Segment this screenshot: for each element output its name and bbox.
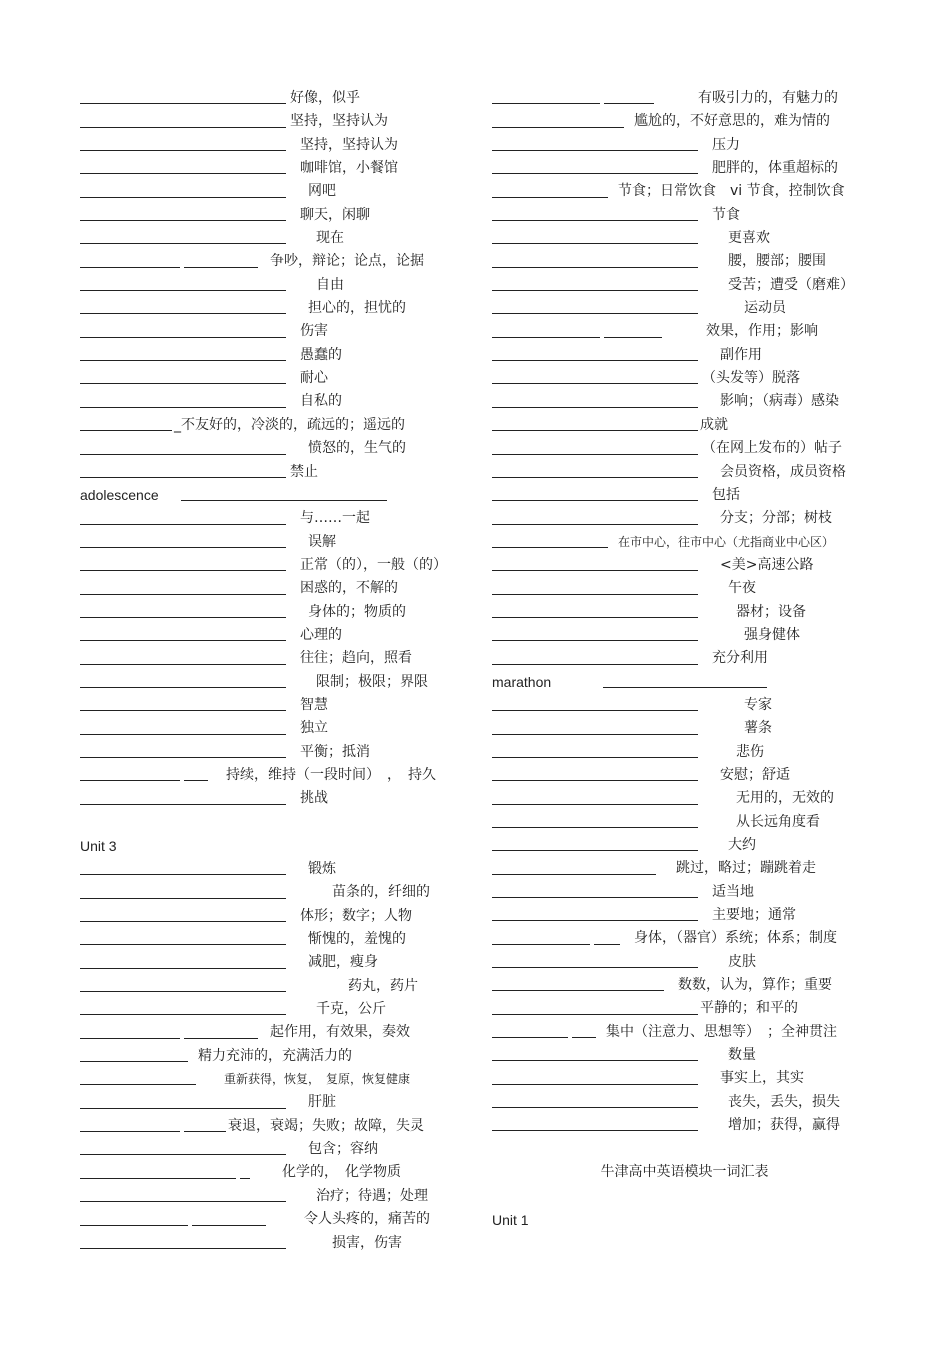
answer-blank[interactable] bbox=[80, 804, 286, 805]
vocab-row bbox=[492, 554, 877, 577]
definition: 安慰；舒适 bbox=[720, 766, 790, 783]
definition: _不友好的，冷淡的，疏远的；遥远的 bbox=[174, 416, 405, 433]
vocab-row bbox=[80, 881, 465, 904]
answer-blank[interactable] bbox=[492, 313, 698, 314]
answer-blank[interactable] bbox=[492, 430, 698, 431]
answer-blank[interactable] bbox=[492, 1130, 698, 1131]
answer-blank[interactable] bbox=[80, 313, 286, 314]
answer-blank[interactable] bbox=[80, 430, 172, 431]
vocab-row bbox=[492, 437, 877, 460]
answer-blank[interactable] bbox=[492, 967, 698, 968]
answer-blank[interactable] bbox=[192, 1225, 266, 1226]
vocab-row bbox=[80, 344, 465, 367]
vocab-row bbox=[80, 787, 465, 810]
answer-blank[interactable] bbox=[492, 1107, 698, 1108]
answer-blank[interactable] bbox=[492, 944, 590, 945]
vocab-row bbox=[492, 250, 877, 273]
definition: 身体，（器官）系统；体系；制度 bbox=[634, 930, 837, 947]
answer-blank[interactable] bbox=[80, 757, 286, 758]
definition: 效果，作用；影响 bbox=[706, 323, 818, 340]
answer-blank[interactable] bbox=[492, 640, 698, 641]
answer-blank[interactable] bbox=[492, 617, 698, 618]
definition: 身体的；物质的 bbox=[308, 603, 406, 620]
definition: 数量 bbox=[728, 1047, 756, 1064]
vocab-row bbox=[492, 834, 877, 857]
vocab-row bbox=[492, 227, 877, 250]
answer-blank[interactable] bbox=[492, 594, 698, 595]
definition: 有吸引力的，有魅力的 bbox=[698, 90, 838, 106]
answer-blank[interactable] bbox=[492, 197, 608, 198]
vocab-row bbox=[80, 531, 465, 554]
vocab-row bbox=[492, 974, 877, 997]
definition: 包含；容纳 bbox=[308, 1141, 378, 1158]
vocab-row bbox=[492, 741, 877, 764]
definition: 担心的，担忧的 bbox=[308, 300, 406, 317]
answer-blank[interactable] bbox=[80, 898, 286, 899]
answer-blank[interactable] bbox=[184, 1131, 226, 1132]
vocab-row bbox=[80, 951, 465, 974]
answer-blank[interactable] bbox=[184, 780, 208, 781]
answer-blank[interactable] bbox=[80, 290, 286, 291]
definition: 跳过，略过；蹦跳着走 bbox=[676, 860, 816, 877]
vocab-row bbox=[80, 1115, 465, 1138]
definition: 坚持，坚持认为 bbox=[300, 136, 398, 153]
answer-blank[interactable] bbox=[594, 944, 620, 945]
definition: 愤怒的，生气的 bbox=[308, 440, 406, 457]
vocab-row bbox=[80, 227, 465, 250]
answer-blank[interactable] bbox=[80, 360, 286, 361]
answer-blank[interactable] bbox=[80, 1225, 188, 1226]
definition: 压力 bbox=[712, 136, 740, 153]
definition: 大约 bbox=[728, 837, 756, 853]
definition: 节食；日常饮食 vi 节食，控制饮食 bbox=[618, 183, 845, 200]
answer-blank[interactable] bbox=[80, 243, 286, 244]
definition: 肥胖的，体重超标的 bbox=[712, 160, 838, 177]
answer-blank[interactable] bbox=[80, 968, 286, 969]
vocab-row bbox=[492, 764, 877, 787]
definition: 现在 bbox=[316, 230, 344, 247]
definition: 适当地 bbox=[712, 883, 754, 900]
definition: 自由 bbox=[316, 276, 344, 293]
vocab-row bbox=[492, 997, 877, 1020]
answer-blank[interactable] bbox=[492, 500, 698, 501]
vocab-row bbox=[492, 87, 877, 110]
answer-blank[interactable] bbox=[492, 990, 664, 991]
definition: 持续，维持（一段时间） ， 持久 bbox=[226, 766, 436, 783]
answer-blank[interactable] bbox=[492, 524, 698, 525]
answer-blank[interactable] bbox=[492, 173, 698, 174]
definition: 衰退，衰竭；失败；故障，失灵 bbox=[228, 1117, 424, 1134]
definition: （在网上发布的）帖子 bbox=[702, 440, 842, 457]
answer-blank[interactable] bbox=[80, 594, 286, 595]
definition: 丧失，丢失，损失 bbox=[728, 1093, 840, 1110]
definition: 与……一起 bbox=[300, 510, 370, 527]
definition: 数数，认为，算作；重要 bbox=[678, 977, 832, 994]
vocab-row bbox=[80, 110, 465, 133]
definition: 限制；极限；界限 bbox=[316, 673, 428, 690]
vocab-row bbox=[492, 1114, 877, 1137]
answer-blank[interactable] bbox=[80, 197, 286, 198]
answer-blank[interactable] bbox=[492, 780, 698, 781]
definition: 好像，似乎 bbox=[290, 90, 360, 106]
definition: 增加；获得，赢得 bbox=[728, 1117, 840, 1134]
vocab-row bbox=[492, 577, 877, 600]
definition: 误解 bbox=[308, 533, 336, 550]
vocab-row bbox=[80, 694, 465, 717]
vocab-row bbox=[80, 461, 465, 484]
definition: 坚持，坚持认为 bbox=[290, 113, 388, 130]
vocab-row bbox=[492, 414, 877, 437]
definition: 减肥，瘦身 bbox=[308, 954, 378, 971]
answer-blank[interactable] bbox=[492, 757, 698, 758]
answer-blank[interactable] bbox=[604, 103, 654, 104]
definition: 分支；分部；树枝 bbox=[720, 510, 832, 527]
answer-blank[interactable] bbox=[603, 687, 767, 688]
vocab-row bbox=[492, 507, 877, 530]
answer-blank[interactable] bbox=[492, 850, 698, 851]
definition: 苗条的，纤细的 bbox=[332, 884, 430, 901]
definition: 腰，腰部；腰围 bbox=[728, 253, 826, 270]
vocab-row bbox=[80, 975, 465, 998]
definition: 副作用 bbox=[720, 346, 762, 363]
right-column bbox=[492, 87, 877, 1232]
definition: 在市中心，往市中心（尤指商业中心区） bbox=[618, 534, 835, 549]
answer-blank[interactable] bbox=[80, 407, 286, 408]
definition: 午夜 bbox=[728, 580, 756, 597]
definition: 体形；数字；人物 bbox=[300, 907, 412, 924]
answer-blank[interactable] bbox=[80, 173, 286, 174]
answer-blank[interactable] bbox=[80, 991, 286, 992]
vocab-row bbox=[80, 204, 465, 227]
definition: 独立 bbox=[300, 720, 328, 737]
answer-blank[interactable] bbox=[80, 1248, 286, 1249]
answer-blank[interactable] bbox=[492, 1084, 698, 1085]
vocab-row bbox=[492, 647, 877, 670]
answer-blank[interactable] bbox=[80, 874, 286, 875]
answer-blank[interactable] bbox=[80, 640, 286, 641]
vocab-row bbox=[80, 928, 465, 951]
vocab-row bbox=[80, 414, 465, 437]
answer-blank[interactable] bbox=[492, 454, 698, 455]
definition: 锻炼 bbox=[308, 861, 336, 877]
answer-blank[interactable] bbox=[80, 710, 286, 711]
answer-blank[interactable] bbox=[492, 337, 600, 338]
definition: 药丸，药片 bbox=[348, 977, 418, 994]
left-column bbox=[80, 87, 465, 1255]
answer-blank[interactable] bbox=[80, 337, 286, 338]
answer-blank[interactable] bbox=[492, 150, 698, 151]
vocab-row bbox=[80, 1232, 465, 1255]
vocab-row bbox=[492, 274, 877, 297]
answer-blank[interactable] bbox=[492, 103, 600, 104]
answer-blank[interactable] bbox=[492, 874, 656, 875]
answer-blank[interactable] bbox=[80, 1061, 188, 1062]
answer-blank[interactable] bbox=[80, 687, 286, 688]
vocab-row bbox=[492, 624, 877, 647]
vocab-row bbox=[492, 904, 877, 927]
definition: 集中（注意力、思想等） ；全神贯注 bbox=[606, 1023, 837, 1040]
vocab-row bbox=[492, 787, 877, 810]
vocab-row bbox=[492, 390, 877, 413]
vocab-row bbox=[80, 297, 465, 320]
definition: 从长远角度看 bbox=[736, 813, 820, 830]
definition: 千克，公斤 bbox=[316, 1001, 386, 1018]
definition: 争吵，辩论；论点，论据 bbox=[270, 253, 424, 270]
definition: 肝脏 bbox=[308, 1094, 336, 1111]
definition: 皮肤 bbox=[728, 953, 756, 970]
definition: 智慧 bbox=[300, 696, 328, 713]
answer-blank[interactable] bbox=[492, 290, 698, 291]
answer-blank[interactable] bbox=[572, 1037, 596, 1038]
answer-blank[interactable] bbox=[492, 267, 698, 268]
vocab-row bbox=[80, 764, 465, 787]
definition: 事实上，其实 bbox=[720, 1070, 804, 1087]
vocab-row bbox=[492, 157, 877, 180]
answer-blank[interactable] bbox=[492, 360, 698, 361]
unit-heading: Unit 3 bbox=[80, 837, 117, 854]
definition: 运动员 bbox=[744, 300, 786, 317]
vocab-row bbox=[492, 927, 877, 950]
answer-blank[interactable] bbox=[492, 734, 698, 735]
definition: 精力充沛的，充满活力的 bbox=[198, 1047, 352, 1064]
vocab-row bbox=[80, 390, 465, 413]
answer-blank[interactable] bbox=[492, 243, 698, 244]
definition: 受苦；遭受（磨难） bbox=[728, 276, 854, 293]
definition: 往往；趋向，照看 bbox=[300, 650, 412, 667]
answer-blank[interactable] bbox=[492, 897, 698, 898]
answer-blank[interactable] bbox=[492, 827, 698, 828]
definition: 损害，伤害 bbox=[332, 1234, 402, 1251]
definition: 器材；设备 bbox=[736, 603, 806, 620]
unit-heading: Unit 1 bbox=[492, 1211, 529, 1228]
vocab-row bbox=[492, 671, 877, 694]
definition: 主要地；通常 bbox=[712, 907, 796, 924]
answer-blank[interactable] bbox=[80, 664, 286, 665]
vocab-row bbox=[492, 344, 877, 367]
answer-blank[interactable] bbox=[492, 920, 698, 921]
vocab-row bbox=[492, 297, 877, 320]
definition: 平静的；和平的 bbox=[700, 1000, 798, 1017]
answer-blank[interactable] bbox=[80, 1178, 236, 1179]
answer-blank[interactable] bbox=[80, 103, 286, 104]
definition: 自私的 bbox=[300, 393, 342, 410]
definition: 咖啡馆，小餐馆 bbox=[300, 160, 398, 177]
english-word: adolescence bbox=[80, 486, 159, 503]
answer-blank[interactable] bbox=[80, 220, 286, 221]
answer-blank[interactable] bbox=[80, 1038, 180, 1039]
vocab-row bbox=[492, 531, 877, 554]
definition: 强身健体 bbox=[744, 626, 800, 643]
answer-blank[interactable] bbox=[80, 1084, 196, 1085]
answer-blank[interactable] bbox=[492, 1014, 698, 1015]
answer-blank[interactable] bbox=[492, 220, 698, 221]
vocab-row bbox=[492, 1091, 877, 1114]
vocab-row bbox=[80, 1185, 465, 1208]
answer-blank[interactable] bbox=[80, 921, 286, 922]
definition: <美>高速公路 bbox=[720, 556, 814, 573]
vocab-row bbox=[80, 274, 465, 297]
answer-blank[interactable] bbox=[492, 407, 698, 408]
vocab-row bbox=[80, 717, 465, 740]
vocab-row bbox=[80, 998, 465, 1021]
definition: 成就 bbox=[700, 416, 728, 433]
vocab-row bbox=[80, 507, 465, 530]
vocab-row bbox=[80, 157, 465, 180]
vocab-row bbox=[80, 624, 465, 647]
answer-blank[interactable] bbox=[492, 804, 698, 805]
vocab-row bbox=[492, 1067, 877, 1090]
answer-blank[interactable] bbox=[80, 1131, 180, 1132]
answer-blank[interactable] bbox=[80, 383, 286, 384]
vocab-row bbox=[492, 1021, 877, 1044]
definition: 会员资格，成员资格 bbox=[720, 463, 846, 480]
definition: 薯条 bbox=[744, 720, 772, 737]
vocab-row bbox=[80, 87, 465, 110]
definition: 正常（的），一般（的） bbox=[300, 556, 447, 573]
vocab-row bbox=[80, 601, 465, 624]
vocab-row bbox=[492, 134, 877, 157]
vocab-row bbox=[80, 134, 465, 157]
vocab-row bbox=[80, 671, 465, 694]
vocab-row bbox=[492, 601, 877, 624]
answer-blank[interactable] bbox=[492, 664, 698, 665]
definition: 充分利用 bbox=[712, 650, 768, 667]
definition: 包括 bbox=[712, 486, 740, 503]
vocab-row bbox=[80, 858, 465, 881]
answer-blank[interactable] bbox=[80, 267, 180, 268]
vocab-row bbox=[492, 694, 877, 717]
answer-blank[interactable] bbox=[80, 1154, 286, 1155]
answer-blank[interactable] bbox=[80, 570, 286, 571]
definition: 化学的， 化学物质 bbox=[282, 1164, 401, 1181]
answer-blank[interactable] bbox=[80, 1014, 286, 1015]
vocab-row bbox=[80, 250, 465, 273]
vocab-row bbox=[80, 437, 465, 460]
definition: 耐心 bbox=[300, 370, 328, 387]
answer-blank[interactable] bbox=[492, 570, 698, 571]
definition: 重新获得，恢复， 复原，恢复健康 bbox=[224, 1072, 411, 1087]
answer-blank[interactable] bbox=[184, 1038, 258, 1039]
vocab-row bbox=[492, 811, 877, 834]
answer-blank[interactable] bbox=[80, 524, 286, 525]
definition: 困惑的，不解的 bbox=[300, 580, 398, 597]
answer-blank[interactable] bbox=[492, 710, 698, 711]
answer-blank[interactable] bbox=[80, 780, 180, 781]
definition: 平衡；抵消 bbox=[300, 743, 370, 760]
answer-blank[interactable] bbox=[80, 944, 286, 945]
answer-blank[interactable] bbox=[492, 127, 624, 128]
answer-blank[interactable] bbox=[184, 267, 258, 268]
definition: 更喜欢 bbox=[728, 230, 770, 247]
vocab-row bbox=[80, 1021, 465, 1044]
vocab-row bbox=[492, 320, 877, 343]
definition: 起作用，有效果，奏效 bbox=[270, 1024, 410, 1041]
vocab-row bbox=[492, 717, 877, 740]
vocab-row bbox=[492, 180, 877, 203]
vocabulary-list-title: 牛津高中英语模块一词汇表 bbox=[600, 1164, 769, 1181]
vocab-row bbox=[492, 951, 877, 974]
vocab-row bbox=[80, 1091, 465, 1114]
answer-blank[interactable] bbox=[80, 617, 286, 618]
answer-blank[interactable] bbox=[604, 337, 662, 338]
vocab-row bbox=[80, 180, 465, 203]
definition: 聊天，闲聊 bbox=[300, 206, 370, 223]
definition: 无用的，无效的 bbox=[736, 790, 834, 807]
vocab-row bbox=[492, 484, 877, 507]
vocab-row bbox=[80, 741, 465, 764]
answer-blank[interactable] bbox=[492, 1037, 568, 1038]
answer-blank[interactable] bbox=[80, 1201, 286, 1202]
answer-blank[interactable] bbox=[80, 454, 286, 455]
answer-blank[interactable] bbox=[492, 383, 698, 384]
definition: 影响；（病毒）感染 bbox=[720, 393, 839, 410]
definition: 专家 bbox=[744, 696, 772, 713]
vocab-row bbox=[492, 857, 877, 880]
answer-blank[interactable] bbox=[492, 477, 698, 478]
vocab-row bbox=[80, 905, 465, 928]
definition: 挑战 bbox=[300, 790, 328, 807]
definition: 悲伤 bbox=[736, 743, 764, 760]
answer-blank[interactable] bbox=[80, 150, 286, 151]
answer-blank[interactable] bbox=[240, 1178, 250, 1179]
definition: 网吧 bbox=[308, 183, 336, 200]
answer-blank[interactable] bbox=[80, 477, 286, 478]
vocab-row bbox=[80, 1161, 465, 1184]
definition: 节食 bbox=[712, 206, 740, 223]
definition: （头发等）脱落 bbox=[702, 370, 800, 387]
english-word: marathon bbox=[492, 673, 552, 690]
definition: 愚蠢的 bbox=[300, 346, 342, 363]
vocab-row bbox=[80, 484, 465, 507]
definition: 心理的 bbox=[300, 626, 342, 643]
answer-blank[interactable] bbox=[80, 127, 286, 128]
vocab-row bbox=[80, 1045, 465, 1068]
definition: 惭愧的，羞愧的 bbox=[308, 931, 406, 948]
answer-blank[interactable] bbox=[80, 1108, 286, 1109]
answer-blank[interactable] bbox=[80, 734, 286, 735]
answer-blank[interactable] bbox=[492, 547, 608, 548]
definition: 禁止 bbox=[290, 463, 318, 480]
vocab-row bbox=[80, 367, 465, 390]
answer-blank[interactable] bbox=[80, 547, 286, 548]
vocab-row bbox=[492, 1044, 877, 1067]
answer-blank[interactable] bbox=[181, 500, 387, 501]
vocab-row bbox=[80, 577, 465, 600]
vocab-row bbox=[80, 1208, 465, 1231]
definition: 治疗；待遇；处理 bbox=[316, 1187, 428, 1204]
vocab-row bbox=[492, 204, 877, 227]
vocab-row bbox=[80, 320, 465, 343]
vocab-row bbox=[492, 461, 877, 484]
definition: 伤害 bbox=[300, 323, 328, 340]
vocab-row bbox=[80, 1068, 465, 1091]
vocab-row bbox=[80, 1138, 465, 1161]
vocab-row bbox=[80, 647, 465, 670]
definition: 尴尬的，不好意思的，难为情的 bbox=[634, 113, 830, 130]
vocab-row bbox=[492, 110, 877, 133]
answer-blank[interactable] bbox=[492, 1060, 698, 1061]
vocab-row bbox=[492, 367, 877, 390]
definition: 令人头疼的，痛苦的 bbox=[304, 1211, 430, 1228]
vocab-row bbox=[80, 554, 465, 577]
vocab-row bbox=[492, 881, 877, 904]
